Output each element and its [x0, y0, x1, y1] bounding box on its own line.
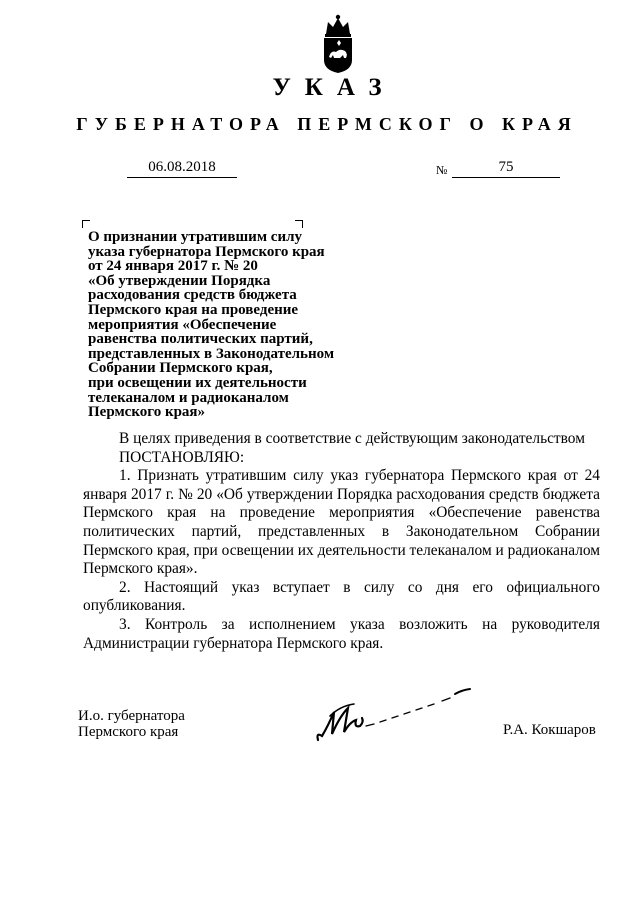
decree-word: ПОСТАНОВЛЯЮ: — [119, 448, 245, 466]
document-subtitle: ГУБЕРНАТОРА ПЕРМСКОГ О КРАЯ — [76, 114, 578, 134]
document-number: 75 — [452, 157, 560, 178]
subject-line: мероприятия «Обеспечение — [88, 316, 277, 333]
subject-bracket-right — [295, 220, 303, 228]
subject-line: при освещении их деятельности — [88, 374, 307, 391]
subject-bracket-left — [82, 220, 90, 228]
document-date: 06.08.2018 — [127, 157, 237, 178]
subject-line: Пермского края» — [88, 404, 206, 421]
subject-line: О признании утратившим силу — [88, 229, 302, 245]
body-item-3: 3. Контроль за исполнением указа возложить на руководителя Администрации губернатора Пермского края. — [83, 615, 600, 652]
document-body — [83, 430, 600, 653]
subject-line: равенства политических партий, — [88, 331, 313, 348]
signatory-position — [78, 708, 185, 740]
subject-line: телеканалом и радиоканалом — [88, 389, 289, 406]
document-title: УКАЗ — [272, 74, 396, 101]
subject-line: Собрании Пермского края, — [88, 360, 273, 377]
number-label: № — [436, 163, 448, 177]
subject-line: указа губернатора Пермского края — [88, 243, 325, 260]
handwritten-signature — [310, 686, 480, 750]
subject-line: «Об утверждении Порядка — [88, 272, 271, 289]
body-item-2: 2. Настоящий указ вступает в силу со дня его официального опубликования. — [83, 578, 600, 615]
subject-line: Пермского края на проведение — [88, 301, 299, 318]
subject-line: представленных в Законодательном — [88, 345, 335, 362]
body-item-1: 1. Признать утратившим силу указ губернатора Пермского края от 24 января 2017 г. № 20 «Об утверждении Порядка расходования средств бюджета Пермского края на проведение мероприятия «Обеспечение равенства политических партий, представленных в Законодательном Собрании Пермского края, при освещении их деятельности телеканалом и радиоканалом Пермского края». — [83, 467, 601, 578]
signatory-name: Р.А. Кокшаров — [503, 722, 596, 738]
signatory-position-line: И.о. губернатора — [78, 708, 185, 724]
signatory-position-line: Пермского края — [78, 724, 179, 740]
document-subject — [88, 230, 348, 420]
subject-line: расходования средств бюджета — [88, 287, 297, 304]
body-intro: В целях приведения в соответствие с действующим законодательством — [119, 430, 585, 447]
subject-line: от 24 января 2017 г. № 20 — [88, 258, 258, 275]
coat-of-arms-icon — [318, 10, 358, 74]
